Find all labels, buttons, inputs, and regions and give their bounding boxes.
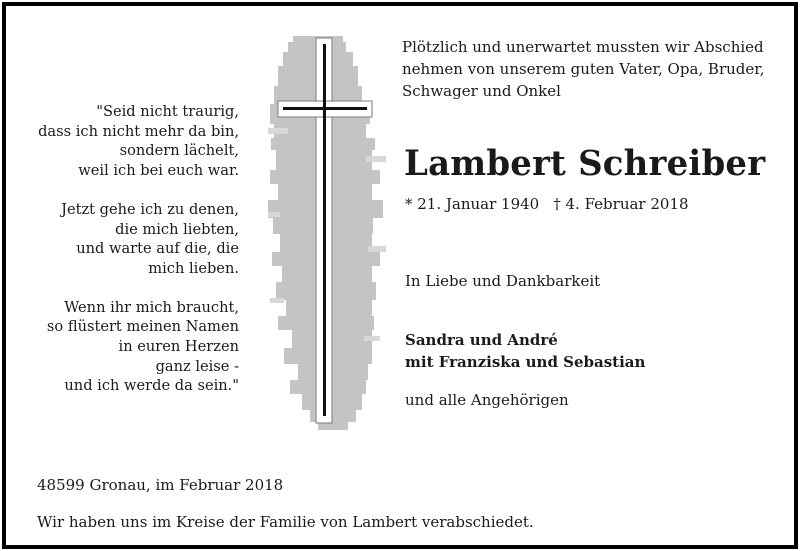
poem-line: dass ich nicht mehr da bin,: [38, 122, 239, 140]
family-line: mit Franziska und Sebastian: [405, 353, 646, 371]
poem-line: und ich werde da sein.": [64, 377, 239, 395]
poem-line: sondern lächelt,: [119, 142, 239, 160]
poem-stanza-1: [38, 102, 239, 181]
cross-icon: [268, 36, 388, 431]
family-line: Sandra und André: [405, 331, 558, 349]
poem-line: in euren Herzen: [118, 338, 239, 356]
intro-line: nehmen von unserem guten Vater, Opa, Bruder,: [402, 60, 765, 78]
deceased-name: Lambert Schreiber: [404, 143, 766, 184]
poem-stanza-3: [38, 298, 239, 397]
thanks-line: In Liebe und Dankbarkeit: [405, 272, 601, 290]
farewell-note: Wir haben uns im Kreise der Familie von Lambert verabschiedet.: [37, 513, 534, 531]
birth-date: * 21. Januar 1940: [405, 195, 540, 213]
poem-line: Wenn ihr mich braucht,: [64, 298, 239, 316]
obituary-notice: [2, 2, 798, 549]
poem: [38, 102, 239, 415]
poem-line: so flüstert meinen Namen: [46, 318, 239, 336]
life-dates: [405, 195, 689, 213]
intro-line: Schwager und Onkel: [402, 82, 561, 100]
poem-line: ganz leise -: [155, 357, 239, 375]
poem-line: und warte auf die, die: [76, 240, 239, 258]
poem-line: mich lieben.: [148, 259, 239, 277]
relatives-line: und alle Angehörigen: [405, 391, 569, 409]
poem-line: Jetzt gehe ich zu denen,: [61, 200, 239, 218]
poem-stanza-2: [38, 200, 239, 279]
place-date: 48599 Gronau, im Februar 2018: [37, 476, 284, 494]
death-date: † 4. Februar 2018: [553, 195, 689, 213]
poem-line: weil ich bei euch war.: [78, 162, 239, 180]
family-names: [405, 329, 645, 373]
intro-text: [402, 36, 765, 102]
poem-line: die mich liebten,: [115, 220, 239, 238]
intro-line: Plötzlich und unerwartet mussten wir Abschied: [402, 38, 764, 56]
poem-line: "Seid nicht traurig,: [96, 103, 239, 120]
